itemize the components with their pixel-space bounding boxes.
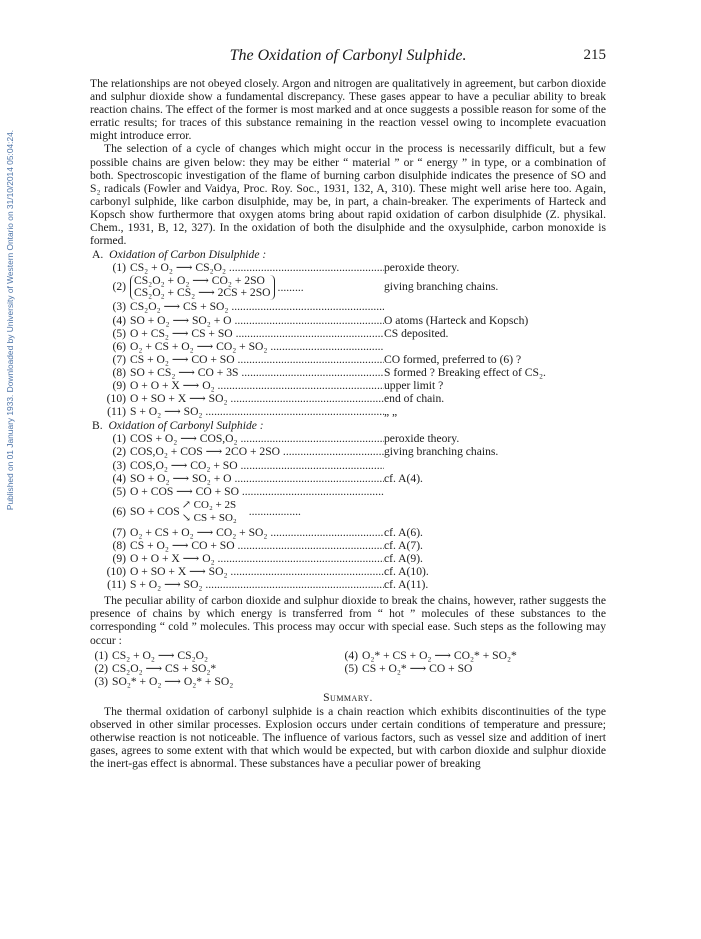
- reaction-row: (7) CS + O₂ ⟶ CO + SO ..... CO formed, preferred to (6) ?: [90, 353, 606, 366]
- paragraph: The thermal oxidation of carbonyl sulphide is a chain reaction which exhibits discontinuities of the type observed in other similar processes. Explosion occurs under certain conditions of temperature and pressure; otherwise reaction is not noticeable. The influence of various factors, such as vessel size and addition of inert gases, agrees to some extent with that which would be expected, but with carbon dioxide and sulphur dioxide the inert-gas effect is abnormal. These substances have a peculiar power of breaking: [90, 705, 606, 771]
- running-header: [90, 47, 606, 67]
- reaction-row: (2) COS,O₂ + COS ⟶ 2CO + 2SO ..... giving branching chains.: [90, 445, 606, 458]
- section-a-heading: A. Oxidation of Carbon Disulphide :: [92, 248, 267, 262]
- reaction-row: (8) SO + CS₂ ⟶ CO + 3S ..... S formed ? Breaking effect of CS₂.: [90, 366, 606, 379]
- reaction-row: (10) O + SO + X ⟶ SO₂ ..... cf. A(10).: [90, 565, 606, 578]
- reaction-row: (11) S + O₂ ⟶ SO₂ ..... cf. A(11).: [90, 578, 606, 591]
- reaction-row: (3) CS₂O₂ ⟶ CS + SO₂ .....: [90, 300, 606, 313]
- paragraph: The peculiar ability of carbon dioxide and sulphur dioxide to break the chains, however, rather suggests the presence of chains by which energy is transferred from “ hot ” molecules of these substances to the corresponding “ cold ” molecules. This process may occur with special ease. Such steps as the following may occur :: [90, 594, 606, 647]
- reaction-row: (9) O + O + X ⟶ O₂ ..... cf. A(9).: [90, 552, 606, 565]
- reaction-row: (6) SO + COS ↗ CO₂ + 2S ↘ CS + SO₂ ..................: [112, 499, 301, 524]
- reaction-row: (2) CS₂O₂ + O₂ ⟶ CO₂ + 2SO CS₂O₂ + CS₂ ⟶ 2CS + 2SO ......... giving branching chains.: [112, 273, 499, 300]
- section-a-reactions: [90, 261, 606, 418]
- reaction-row: (9) O + O + X ⟶ O₂ ..... upper limit ?: [90, 379, 606, 392]
- energy-steps: [90, 649, 606, 688]
- reaction-row: (4) SO + O₂ ⟶ SO₂ + O ..... cf. A(4).: [90, 472, 606, 485]
- energy-step: (4) O₂* + CS + O₂ ⟶ CO₂* + SO₂*: [344, 648, 517, 662]
- energy-step: (5) CS + O₂* ⟶ CO + SO: [344, 661, 473, 675]
- reaction-row: (3) COS,O₂ ⟶ CO₂ + SO .....: [90, 459, 606, 472]
- section-b-reactions: [90, 432, 606, 591]
- download-stamp: Published on 01 January 1933. Downloaded by University of Western Ontario on 31/10/2014 05:04:24.: [5, 129, 15, 511]
- running-title: The Oxidation of Carbonyl Sulphide.: [229, 47, 467, 64]
- page-number: 215: [583, 47, 606, 63]
- reaction-row: (1) CS₂ + O₂ ⟶ CS₂O₂ ..... peroxide theory.: [90, 261, 606, 274]
- reaction-row: (7) O₂ + CS + O₂ ⟶ CO₂ + SO₂ ..... cf. A(6).: [90, 526, 606, 539]
- reaction-row: (1) COS + O₂ ⟶ COS,O₂ ..... peroxide theory.: [90, 432, 606, 445]
- summary-heading: Summary.: [323, 690, 373, 704]
- paragraph: The relationships are not obeyed closely. Argon and nitrogen are qualitatively in agreement, but carbon dioxide and sulphur dioxide show a fundamental discrepancy. These gases appear to have a peculiar ability to break reaction chains. The effect of the former is most marked and at once suggests a possible reason for some of the erratic results; for traces of this substance remaining in the reaction vessel owing to incomplete evacuation might introduce error.: [90, 77, 606, 143]
- reaction-row: (10) O + SO + X ⟶ SO₂ ..... end of chain.: [90, 392, 606, 405]
- reaction-row: (6) O₂ + CS + O₂ ⟶ CO₂ + SO₂ .....: [90, 340, 606, 353]
- page-body: [90, 77, 606, 771]
- paragraph: The selection of a cycle of changes which might occur in the process is necessarily difficult, but a few possible chains are given below: they may be either “ material ” or “ energy ” in type, or a combination of both. Spectroscopic investigation of the flame of burning carbon disulphide indicates the presence of SO and S₂ radicals (Fowler and Vaidya, Proc. Roy. Soc., 1931, 132, A, 310). These might well arise here too. Again, carbonyl sulphide, like carbon disulphide, may be, in part, a chain-breaker. The experiments of Harteck and Kopsch show furthermore that oxygen atoms bring about rapid oxidation of carbon disulphide (Z. physikal. Chem., 1931, B, 12, 327). In the oxidation of both the disulphide and the oxysulphide, carbon monoxide is formed.: [90, 142, 606, 248]
- energy-step: (3) SO₂* + O₂ ⟶ O₂* + SO₂: [94, 674, 234, 688]
- energy-step: (1) CS₂ + O₂ ⟶ CS₂O₂: [94, 648, 209, 662]
- reaction-row: (8) CS + O₂ ⟶ CO + SO ..... cf. A(7).: [90, 539, 606, 552]
- reaction-row: (4) SO + O₂ ⟶ SO₂ + O ..... O atoms (Harteck and Kopsch): [90, 314, 606, 327]
- energy-step: (2) CS₂O₂ ⟶ CS + SO₂*: [94, 661, 217, 675]
- section-b-heading: B. Oxidation of Carbonyl Sulphide :: [92, 419, 264, 433]
- reaction-row: (5) O + CS₂ ⟶ CS + SO ..... CS deposited.: [90, 327, 606, 340]
- reaction-row: (5) O + COS ⟶ CO + SO .....: [90, 485, 606, 498]
- reaction-row: (11) S + O₂ ⟶ SO₂ ..... „ „: [90, 405, 606, 418]
